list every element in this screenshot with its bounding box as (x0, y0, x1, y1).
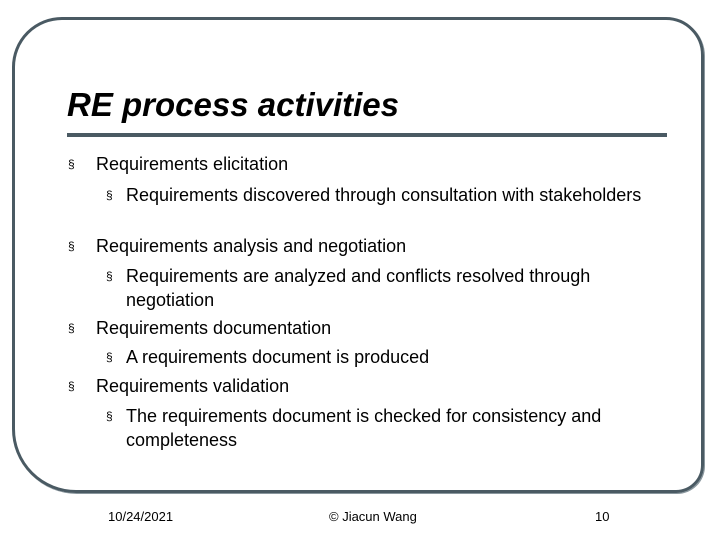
sub-bullet-item (106, 264, 676, 312)
bullet-marker: § (106, 409, 113, 423)
footer-date: 10/24/2021 (108, 509, 174, 524)
bullet-item (68, 233, 688, 260)
bullet-marker: § (68, 157, 75, 171)
bullet-marker: § (68, 321, 75, 335)
sub-bullet-text: The requirements document is checked for consistency and completeness (126, 406, 602, 450)
slide-title: RE process activities (67, 86, 399, 123)
bullet-marker: § (68, 239, 75, 253)
footer-author: © Jiacun Wang (329, 509, 417, 524)
bullet-text: Requirements validation (96, 376, 290, 396)
bullet-marker: § (68, 379, 75, 393)
bullet-text: Requirements elicitation (96, 154, 289, 174)
sub-bullet-text: A requirements document is produced (126, 347, 430, 367)
bullet-marker: § (106, 269, 113, 283)
bullet-marker: § (106, 350, 113, 364)
bullet-item (68, 373, 688, 400)
sub-bullet-item (106, 404, 676, 452)
bullet-text: Requirements analysis and negotiation (96, 236, 407, 256)
sub-bullet-item (106, 183, 676, 207)
bullet-item (68, 315, 688, 342)
bullet-item (68, 151, 688, 178)
sub-bullet-text: Requirements are analyzed and conflicts resolved through negotiation (126, 266, 591, 310)
bullet-text: Requirements documentation (96, 318, 332, 338)
sub-bullet-text: Requirements discovered through consultation with stakeholders (126, 185, 642, 205)
bullet-marker: § (106, 188, 113, 202)
footer-page-number: 10 (595, 509, 610, 524)
sub-bullet-item (106, 345, 676, 369)
